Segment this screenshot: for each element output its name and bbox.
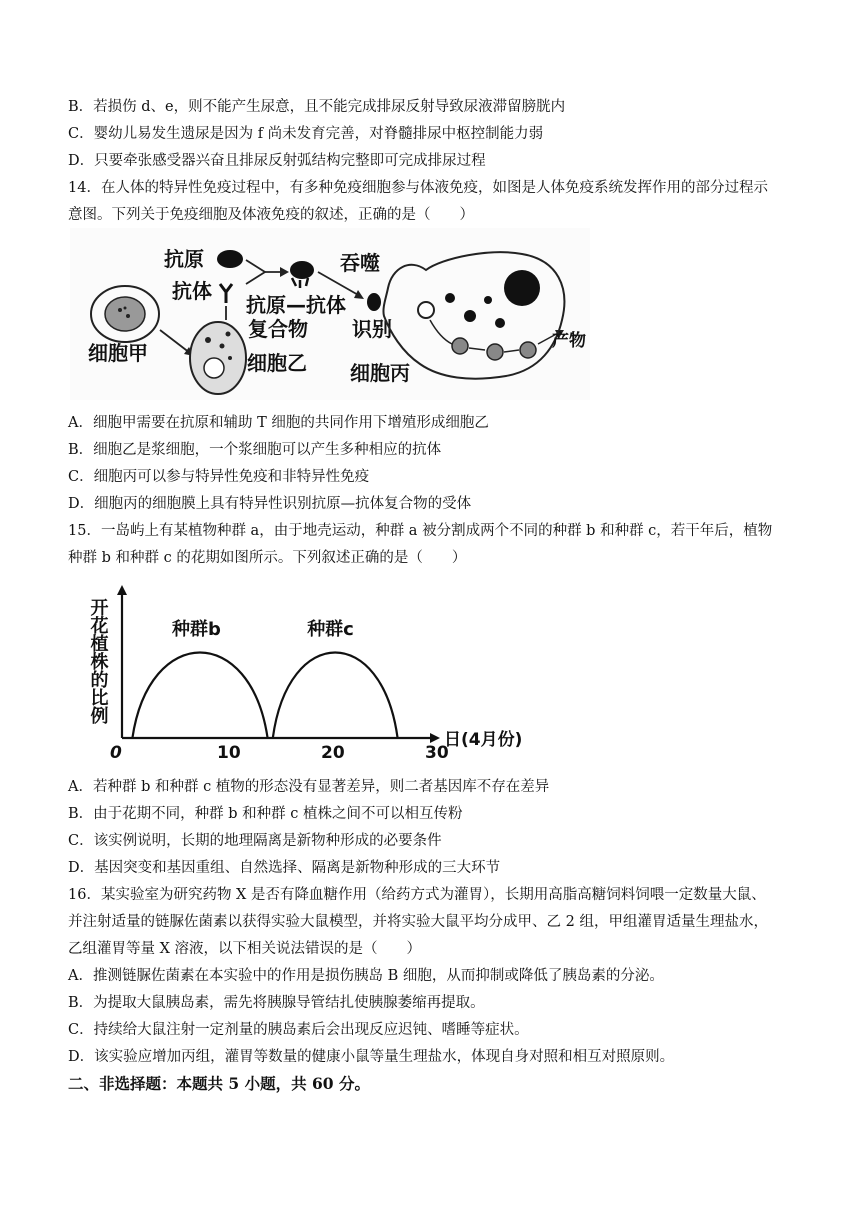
q14-option-c: C．细胞丙可以参与特异性免疫和非特异性免疫 <box>68 469 370 485</box>
antigen-label: 抗原 <box>164 247 204 271</box>
q14-stem-line2: 意图。下列关于免疫细胞及体液免疫的叙述，正确的是（ ） <box>68 207 474 223</box>
q15-option-b: B．由于花期不同，种群 b 和种群 c 植株之间不可以相互传粉 <box>68 806 463 822</box>
complex-label-line2: 复合物 <box>248 317 308 341</box>
q16-option-d: D．该实验应增加丙组，灌胃等数量的健康小鼠等量生理盐水，体现自身对照和相互对照原则。 <box>68 1049 675 1065</box>
q16-stem-line2: 并注射适量的链脲佐菌素以获得实验大鼠模型，并将实验大鼠平均分成甲、乙 2 组，甲组灌胃适量生理盐水， <box>68 914 768 930</box>
nucleus-icon <box>504 270 540 306</box>
q15-option-a: A．若种群 b 和种群 c 植物的形态没有显著差异，则二者基因库不存在差异 <box>68 779 550 795</box>
q15-option-c: C．该实例说明，长期的地理隔离是新物种形成的必要条件 <box>68 833 442 849</box>
q16-stem-line3: 乙组灌胃等量 X 溶液，以下相关说法错误的是（ ） <box>68 941 422 957</box>
q13-option-c: C．婴幼儿易发生遗尿是因为 f 尚未发育完善，对脊髓排尿中枢控制能力弱 <box>68 126 544 142</box>
q16-option-c: C．持续给大鼠注射一定剂量的胰岛素后会出现反应迟钝、嗜睡等症状。 <box>68 1022 529 1038</box>
flowering-period-chart <box>82 578 542 766</box>
cell-jia-label: 细胞甲 <box>88 341 148 365</box>
q16-option-a: A．推测链脲佐菌素在本实验中的作用是损伤胰岛 B 细胞，从而抑制或降低了胰岛素的分泌。 <box>68 968 664 984</box>
x-tick-label: 10 <box>217 743 241 763</box>
q14-stem-line1: 14．在人体的特异性免疫过程中，有多种免疫细胞参与体液免疫，如图是人体免疫系统发挥作用的部分过程示 <box>68 180 768 196</box>
complex-label-line1: 抗原—抗体 <box>246 293 346 317</box>
immune-process-figure <box>70 228 590 400</box>
series-label-1: 种群b <box>172 619 221 640</box>
q16-option-b: B．为提取大鼠胰岛素，需先将胰腺导管结扎使胰腺萎缩再提取。 <box>68 995 485 1011</box>
phagocytose-label: 吞噬 <box>340 251 380 275</box>
cell-bing-label: 细胞丙 <box>350 361 410 385</box>
series-curve-1 <box>132 653 267 739</box>
q15-stem-line1: 15．一岛屿上有某植物种群 a，由于地壳运动，种群 a 被分割成两个不同的种群 b 和种群 c，若干年后，植物 <box>68 523 773 539</box>
section-heading: 二、非选择题：本题共 5 小题，共 60 分。 <box>68 1074 370 1093</box>
product-label: 产物 <box>552 331 586 351</box>
x-axis-label: 日(4月份) <box>444 730 523 750</box>
cell-yi-label: 细胞乙 <box>247 351 307 375</box>
complex-bound-icon <box>367 293 381 311</box>
y-axis-arrow <box>117 585 127 595</box>
q14-option-d: D．细胞丙的细胞膜上具有特异性识别抗原—抗体复合物的受体 <box>68 496 472 512</box>
x-tick-label: 30 <box>425 743 449 763</box>
q16-stem-line1: 16．某实验室为研究药物 X 是否有降血糖作用（给药方式为灌胃），长期用高脂高糖饲料饲喂一定数量大鼠、 <box>68 887 766 903</box>
q14-option-b: B．细胞乙是浆细胞，一个浆细胞可以产生多种相应的抗体 <box>68 442 442 458</box>
y-axis-label: 开花植株的比例 <box>87 598 109 724</box>
x-tick-label: 20 <box>321 743 345 763</box>
q13-option-d: D．只要牵张感受器兴奋且排尿反射弧结构完整即可完成排尿过程 <box>68 153 486 169</box>
cell-yi-icon <box>190 322 246 394</box>
recognize-label: 识别 <box>352 317 392 341</box>
q13-option-b: B．若损伤 d、e，则不能产生尿意，且不能完成排尿反射导致尿液滞留膀胱内 <box>68 99 566 115</box>
x-axis-arrow <box>430 733 440 743</box>
series-curve-2 <box>273 653 398 739</box>
x-tick-label: 0 <box>110 743 122 763</box>
q15-stem-line2: 种群 b 和种群 c 的花期如图所示。下列叙述正确的是（ ） <box>68 550 467 566</box>
q15-option-d: D．基因突变和基因重组、自然选择、隔离是新物种形成的三大环节 <box>68 860 501 876</box>
q14-option-a: A．细胞甲需要在抗原和辅助 T 细胞的共同作用下增殖形成细胞乙 <box>68 415 489 431</box>
series-label-2: 种群c <box>307 619 354 640</box>
antigen-icon <box>217 250 243 268</box>
antibody-label: 抗体 <box>172 279 212 303</box>
